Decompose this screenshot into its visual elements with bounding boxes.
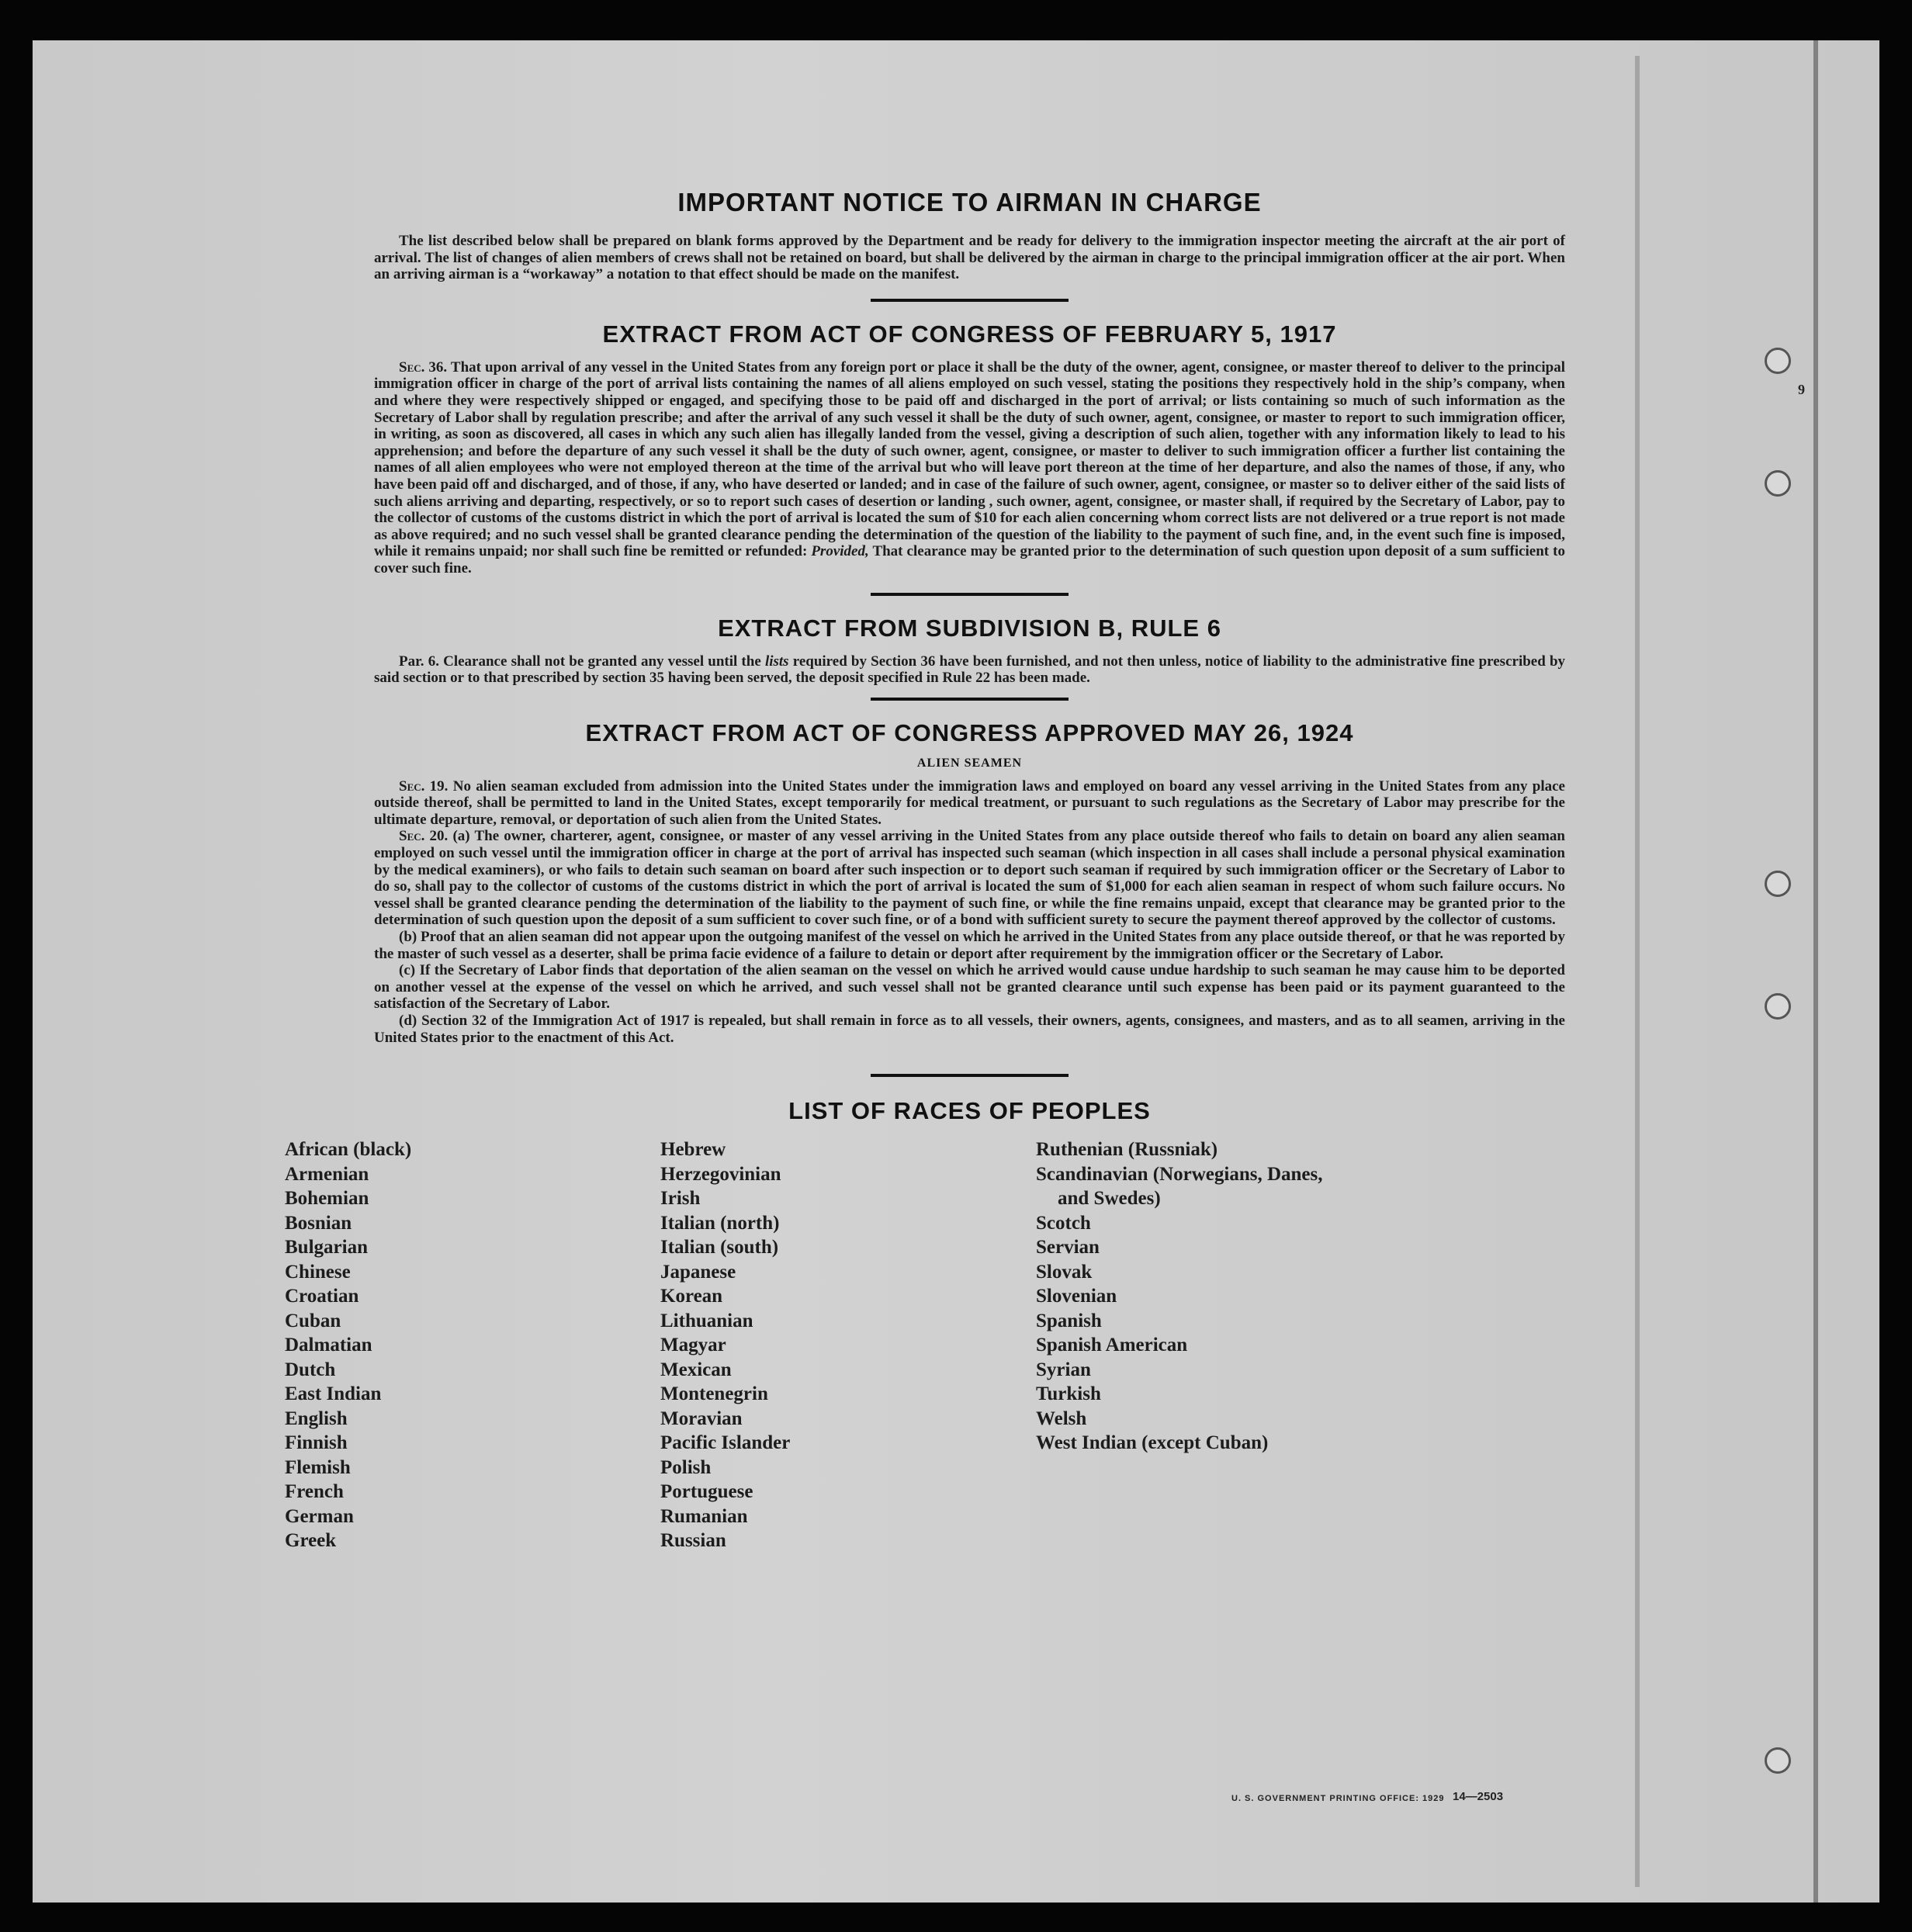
rule6-section — [374, 615, 1565, 687]
race-list-item: Italian (north) — [660, 1212, 780, 1234]
race-list-item: Servian — [1036, 1237, 1100, 1259]
extract-1917-body — [374, 359, 1565, 577]
notice-section — [374, 188, 1565, 283]
race-list-item: Spanish — [1036, 1310, 1102, 1331]
page-content — [285, 188, 1566, 1553]
sec20b-body: (b) Proof that an alien seaman did not appear upon the outgoing manifest of the vessel on which he arrived in the United States from any place outside thereof, or that he was reported by the master of such vessel as a deserter, shall be prima facie evidence of a failure to detain or deport after requirement by the immigration officer or the Secretary of Labor. — [374, 929, 1565, 962]
race-list-item: Mexican — [660, 1359, 732, 1380]
rule6-title: EXTRACT FROM SUBDIVISION B, RULE 6 — [718, 614, 1221, 642]
races-column-3 — [1036, 1137, 1401, 1553]
sec20a-text: (a) The owner, charterer, agent, consignee, or master of any vessel arriving in the United States from any place outside thereof who fails to detain on board any alien seaman employed on such vessel until the immigration officer in charge at the port of arrival has inspected such seaman (which inspection in all cases shall include a personal physical examination by the medical examiners), or who fails to detain such seaman on board after such inspection or to deport such seaman if required by such immigration officer or the Secretary of Labor to do so, shall pay to the collector of customs of the customs district in which the port of arrival is located the sum of $1,000 for each alien seaman in respect of whom such failure occurs. No vessel shall be granted clearance pending the determination of the liability to the payment of such fine, or while the fine remains unpaid, except that clearance may be granted prior to the determination of such question upon the deposit of a sum sufficient to cover such fine, or of a bond with sufficient surety to secure the payment thereof approved by the collector of customs. — [374, 828, 1565, 929]
race-list-item: Pacific Islander — [660, 1432, 791, 1454]
rule6-body — [374, 653, 1565, 687]
races-title: LIST OF RACES OF PEOPLES — [788, 1097, 1151, 1125]
extract-1917-title: EXTRACT FROM ACT OF CONGRESS OF FEBRUARY 5, 1917 — [602, 320, 1337, 348]
race-list-item: English — [285, 1407, 348, 1429]
race-list-item: Turkish — [1036, 1383, 1101, 1405]
binder-hole-icon — [1765, 871, 1791, 897]
race-list-item: Slovenian — [1036, 1286, 1117, 1307]
section-divider — [871, 1074, 1069, 1077]
race-list-item: Herzegovinian — [660, 1163, 781, 1185]
race-list-item: Spanish American — [1036, 1335, 1188, 1356]
lists-word: lists — [764, 653, 789, 670]
race-list-item: Rumanian — [660, 1505, 748, 1527]
race-list-item: Greek — [285, 1530, 337, 1552]
race-list-item: Bosnian — [285, 1212, 352, 1234]
notice-body: The list described below shall be prepared on blank forms approved by the Department and be ready for delivery to the immigration inspector meeting the aircraft at the air port of arrival. The list of changes of alien members of crews shall not be retained on board, but shall be delivered by the airman in charge to the principal immigration officer at the air port. When an arriving airman is a “workaway” a notation to that effect should be made on the manifest. — [374, 233, 1565, 283]
race-list-item: Moravian — [660, 1407, 743, 1429]
race-list-item: Welsh — [1036, 1407, 1087, 1429]
page-number: 9 — [1798, 382, 1805, 397]
races-section — [285, 1097, 1565, 1553]
race-list-item: West Indian (except Cuban) — [1036, 1432, 1269, 1454]
fold-shadow — [1635, 56, 1640, 1887]
binder-hole-icon — [1765, 993, 1791, 1020]
race-list-item: Montenegrin — [660, 1383, 768, 1405]
binder-hole-icon — [1765, 348, 1791, 374]
extract-1924-section — [374, 719, 1565, 1047]
race-list-item: Hebrew — [660, 1139, 726, 1161]
sec36-text-end: That clearance may be granted prior to the determination of such question upon deposit of a sum sufficient to cover such fine. — [374, 543, 1566, 576]
race-list-item: Bulgarian — [285, 1237, 368, 1259]
race-list-item: Scotch — [1036, 1212, 1091, 1234]
race-list-item: Syrian — [1036, 1359, 1091, 1380]
race-list-item: Korean — [660, 1286, 723, 1307]
race-list-item: Dutch — [285, 1359, 336, 1380]
races-list — [285, 1137, 1565, 1553]
race-list-item: Slovak — [1036, 1261, 1093, 1283]
race-list-item: Japanese — [660, 1261, 736, 1283]
race-list-item: Cuban — [285, 1310, 341, 1331]
race-list-item: Russian — [660, 1530, 726, 1552]
rule6-text: Par. 6. Clearance shall not be granted any vessel until the — [399, 653, 761, 670]
binder-hole-icon — [1765, 1747, 1791, 1774]
section-divider — [871, 299, 1069, 302]
race-list-item: French — [285, 1481, 344, 1503]
races-column-2 — [660, 1137, 1036, 1553]
race-list-item: Armenian — [285, 1163, 369, 1185]
notice-title: IMPORTANT NOTICE TO AIRMAN IN CHARGE — [677, 188, 1262, 216]
rule6-text-end: required by Section 36 have been furnished, and not then unless, notice of liability to the administrative fine prescribed by said section or to that prescribed by section 35 having been served, the deposit specified in Rule 22 has been made. — [374, 653, 1566, 687]
binder-hole-icon — [1765, 470, 1791, 497]
race-list-item: Finnish — [285, 1432, 348, 1454]
race-list-item: East Indian — [285, 1383, 382, 1405]
sec20a-body — [374, 828, 1565, 929]
sec36-text: That upon arrival of any vessel in the United States from any foreign port or place it shall be the duty of the owner, agent, consignee, or master thereof to deliver to the principal immigration officer in charge of the port of arrival lists containing the names of all aliens employed on such vessel, stating the positions they respectively hold in the ship’s company, when and where they were respectively shipped or engaged, and specifying those to be paid off and discharged in the port of arrival; or lists containing so much of such information as the Secretary of Labor shall by regulation prescribe; and after the arrival of any such vessel it shall be the duty of such owner, agent, consignee, or master to report to such immigration officer, in writing, as soon as discovered, all cases in which any such alien has illegally landed from the vessel, giving a description of such alien, together with any information likely to lead to his apprehension; and before the departure of any such vessel it shall be the duty of such owner, agent, consignee, or master to deliver to such immigration officer a further list containing the names of all alien employees who were not employed thereon at the time of the arrival but who will leave port thereon at the time of her departure, and also the names of those, if any, who have been paid off and discharged, and of those, if any, who have deserted or landed; and in case of the failure of such owner, agent, consignee, or master so to deliver either of the said lists of such aliens arriving and departing, respectively, or so to report such cases of desertion or landing , such owner, agent, consignee, or master shall, if required by the Secretary of Labor, pay to the collector of customs of the customs district in which the port of arrival is located the sum of $10 for each alien concerning whom correct lists are not delivered or a true report is not made as above required; and no such vessel shall be granted clearance pending the determination of the question of the liability to the payment of such fine, and, in the event such fine is imposed, while it remains unpaid; nor shall such fine be remitted or refunded: — [374, 358, 1565, 560]
sec-label: Sec. 36. — [399, 358, 448, 376]
alien-seamen-subtitle: ALIEN SEAMEN — [916, 756, 1023, 770]
sec20d-body: (d) Section 32 of the Immigration Act of 1917 is repealed, but shall remain in force as to all vessels, their owners, agents, consignees, and masters, and as to all seamen, arriving in the United States prior to the enactment of this Act. — [374, 1013, 1565, 1046]
race-list-item: Polish — [660, 1456, 712, 1478]
section-divider — [871, 593, 1069, 596]
race-list-item-continuation: and Swedes) — [1058, 1188, 1161, 1210]
section-divider — [871, 698, 1069, 701]
race-list-item: Chinese — [285, 1261, 351, 1283]
form-code: 14—2503 — [1453, 1790, 1504, 1803]
race-list-item: Dalmatian — [285, 1335, 372, 1356]
sec19-body — [374, 778, 1565, 829]
extract-1924-title: EXTRACT FROM ACT OF CONGRESS APPROVED MAY 26, 1924 — [585, 718, 1354, 746]
sec19-text: No alien seaman excluded from admission into the United States under the immigration laws and employed on board any vessel arriving in the United States from any place outside thereof, shall be permitted to land in the United States, except temporarily for medical treatment, or pursuant to such regulations as the Secretary of Labor may prescribe for the ultimate departure, removal, or deportation of such alien from the United States. — [374, 777, 1565, 828]
race-list-item: Ruthenian (Russniak) — [1036, 1139, 1218, 1161]
printer-imprint: U. S. GOVERNMENT PRINTING OFFICE: 1929 — [1231, 1794, 1445, 1803]
race-list-item: Scandinavian (Norwegians, Danes, — [1036, 1163, 1323, 1185]
race-list-item: Lithuanian — [660, 1310, 753, 1331]
race-list-item: Irish — [660, 1188, 701, 1210]
sec-label: Sec. 20. — [399, 828, 449, 845]
document-sheet — [33, 40, 1879, 1903]
races-column-1 — [285, 1137, 660, 1553]
extract-1917-section — [374, 320, 1565, 577]
sec20c-body: (c) If the Secretary of Labor finds that deportation of the alien seaman on the vessel on which he arrived would cause undue hardship to such seaman he may cause him to be deported on another vessel at the expense of the vessel on which he arrived, and such vessel shall not be granted clearance until such expense has been paid or its payment guaranteed to the satisfaction of the Secretary of Labor. — [374, 962, 1565, 1013]
race-list-item: Croatian — [285, 1286, 359, 1307]
race-list-item: Portuguese — [660, 1481, 753, 1503]
race-list-item: Bohemian — [285, 1188, 369, 1210]
race-list-item: African (black) — [285, 1139, 412, 1161]
race-list-item: Magyar — [660, 1335, 726, 1356]
race-list-item: German — [285, 1505, 354, 1527]
sec-label: Sec. 19. — [399, 777, 449, 795]
race-list-item: Flemish — [285, 1456, 351, 1478]
race-list-item: Italian (south) — [660, 1237, 779, 1259]
provided-word: Provided, — [811, 543, 869, 560]
page-edge — [1813, 40, 1818, 1903]
